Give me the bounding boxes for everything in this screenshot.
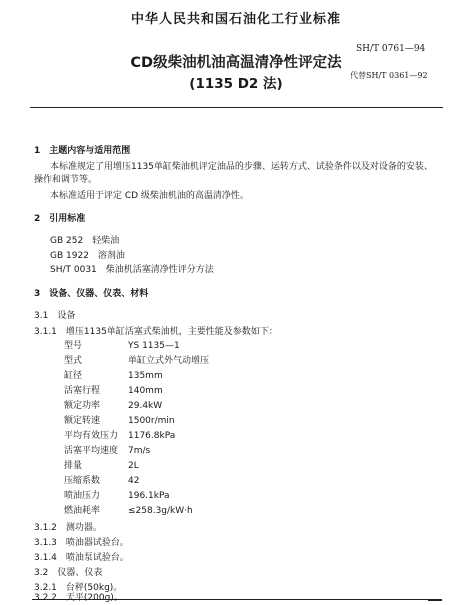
spec-value: 196.1kPa [128,491,170,501]
spec-label: 燃油耗率 [64,506,101,516]
spec-value: 7m/s [128,446,151,456]
header-divider [30,107,443,108]
reference-item: SH/T 0031 柴油机活塞清净性评分方法 [50,265,214,275]
section-1-paragraph-1-cont: 操作和调节等。 [34,175,98,185]
spec-label: 额定功率 [64,401,101,411]
document-title: CD级柴油机油高温清净性评定法 [130,55,342,71]
section-2-heading: 2 引用标准 [34,214,86,224]
spec-value: 42 [128,476,140,486]
subsection-3-1: 3.1 设备 [34,311,76,321]
standard-number: SH/T 0761—94 [356,44,426,54]
subsection-3-2-1: 3.2.1 台秤(50kg)。 [34,583,123,593]
reference-item: GB 1922 溶剂油 [50,251,125,261]
spec-label: 额定转速 [64,416,101,426]
standard-banner: 中华人民共和国石油化工行业标准 [130,12,341,27]
section-1-paragraph-2: 本标准适用于评定 CD 级柴油机油的高温清净性。 [50,191,249,201]
replaced-standard: 代替SH/T 0361—92 [350,71,428,80]
spec-value: 1176.8kPa [128,431,176,441]
spec-label: 排量 [64,461,83,471]
section-1-heading: 1 主题内容与适用范围 [34,146,131,156]
spec-value: 140mm [128,386,163,396]
reference-item: GB 252 轻柴油 [50,236,120,246]
spec-label: 平均有效压力 [64,431,119,441]
footer-divider [32,599,440,600]
spec-value: 单缸立式外气动增压 [128,356,210,366]
subsection-3-1-1: 3.1.1 增压1135单缸活塞式柴油机，主要性能及参数如下： [34,327,278,337]
subsection-3-2-2: 3.2.2 天平(200g)。 [34,593,123,603]
document-subtitle: (1135 D2 法) [189,76,283,92]
spec-value: YS 1135—1 [128,341,180,351]
subsection-3-2: 3.2 仪器、仪表 [34,568,103,578]
spec-label: 压缩系数 [64,476,101,486]
subsection-3-1-2: 3.1.2 测功器。 [34,523,102,533]
section-3-heading: 3 设备、仪器、仪表、材料 [34,289,149,299]
spec-label: 活塞行程 [64,386,101,396]
spec-label: 缸径 [64,371,83,381]
subsection-3-1-4: 3.1.4 喷油泵试验台。 [34,553,129,563]
spec-value: ≤258.3g/kW·h [128,506,193,516]
spec-label: 型号 [64,341,83,351]
spec-label: 型式 [64,356,83,366]
spec-value: 2L [128,461,139,471]
spec-value: 1500r/min [128,416,175,426]
section-1-paragraph-1: 本标准规定了用增压1135单缸柴油机评定油品的步骤、运转方式、试验条件以及对设备的安装、 [50,162,433,172]
footer-mark [428,599,442,601]
spec-label: 喷油压力 [64,491,101,501]
subsection-3-1-3: 3.1.3 喷油器试验台。 [34,538,129,548]
spec-value: 135mm [128,371,163,381]
spec-label: 活塞平均速度 [64,446,119,456]
spec-value: 29.4kW [128,401,163,411]
